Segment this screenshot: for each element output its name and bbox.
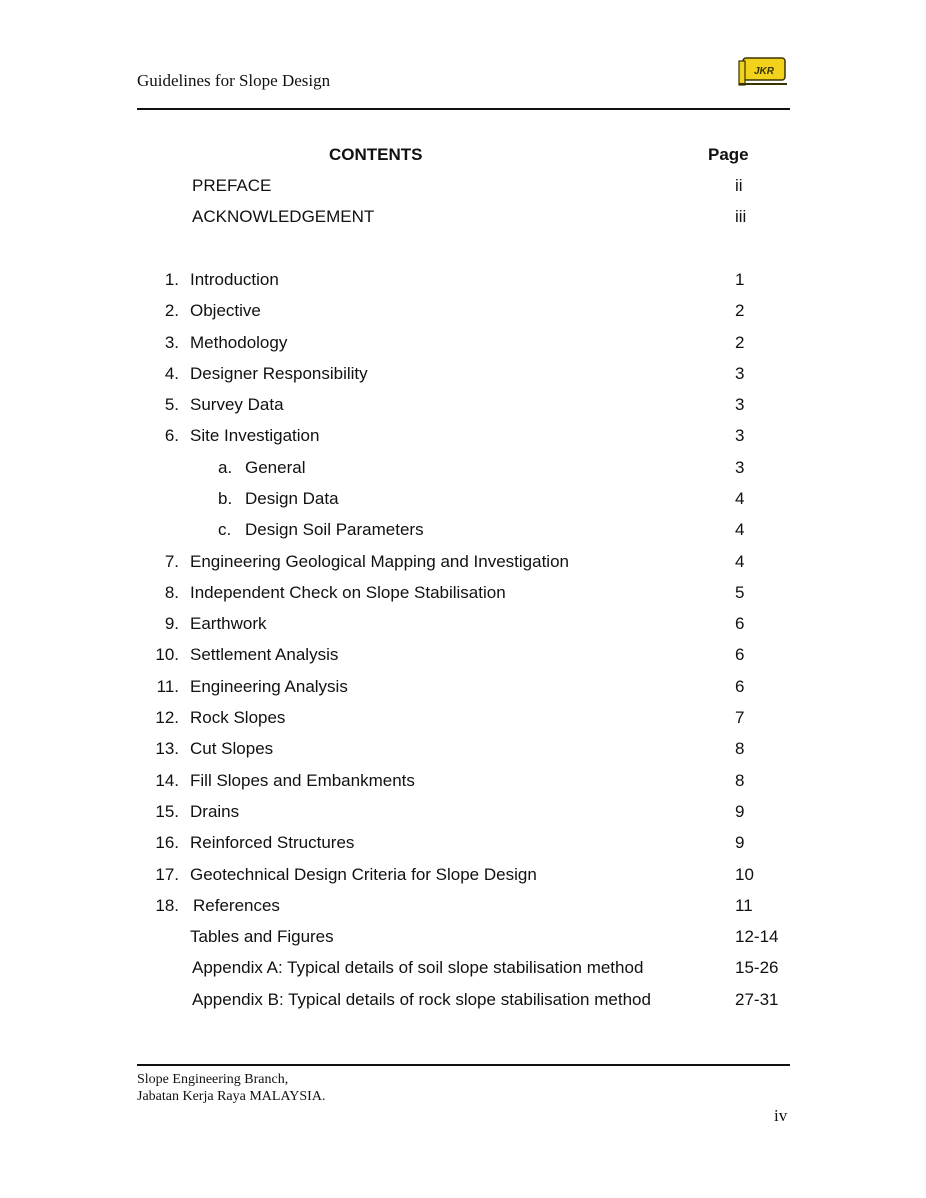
toc-entry-title: Appendix A: Typical details of soil slope stabilisation method <box>192 958 644 977</box>
page-footer <box>137 1071 325 1105</box>
toc-entry-number: 14. <box>155 771 179 790</box>
toc-entry-title: Settlement Analysis <box>190 645 339 664</box>
toc-entry-title: Geotechnical Design Criteria for Slope Design <box>190 865 537 884</box>
toc-entry-number: 15. <box>155 802 179 821</box>
footer-department: Jabatan Kerja Raya MALAYSIA. <box>137 1089 326 1104</box>
toc-entry-page: 6 <box>735 677 745 696</box>
toc-entry-title: Engineering Analysis <box>190 677 348 696</box>
toc-entry <box>0 207 926 231</box>
toc-entry-number: 9. <box>164 614 179 633</box>
toc-entry-page: 2 <box>735 333 745 352</box>
toc-entry-number: 2. <box>164 301 179 320</box>
header-rule <box>137 108 790 110</box>
toc-entry-number: 12. <box>155 708 179 727</box>
toc-entry <box>0 833 926 857</box>
page-column-heading: Page <box>708 145 749 164</box>
toc-entry-number: 18. <box>155 896 179 915</box>
footer-rule <box>137 1064 790 1066</box>
toc-subentry-letter: c. <box>218 520 232 539</box>
logo-column <box>739 61 745 85</box>
toc-entry-page: 9 <box>735 833 745 852</box>
toc-entry-title: Methodology <box>190 333 288 352</box>
page-number: iv <box>774 1106 788 1125</box>
toc-entry-number: 17. <box>155 865 179 884</box>
toc-entry-title: Site Investigation <box>190 426 320 445</box>
toc-entry <box>0 364 926 388</box>
footer-branch: Slope Engineering Branch, <box>137 1072 289 1087</box>
toc-entry <box>0 708 926 732</box>
toc-entry-title: PREFACE <box>192 176 272 195</box>
toc-subentry <box>0 520 926 544</box>
toc-entry <box>0 771 926 795</box>
toc-entry-number: 11. <box>156 677 179 696</box>
toc-entry-number: 8. <box>164 583 179 602</box>
toc-entry-number: 10. <box>155 645 179 664</box>
toc-entry-title: Cut Slopes <box>190 739 274 758</box>
toc-entry-page: 3 <box>735 458 745 477</box>
toc-entry-page: 1 <box>735 270 745 289</box>
toc-entry-number: 16. <box>155 833 179 852</box>
toc-entry-page: 4 <box>735 552 745 571</box>
toc-entry-page: ii <box>735 176 743 195</box>
contents-heading: CONTENTS <box>329 145 423 164</box>
toc-entry-page: 10 <box>735 865 754 884</box>
toc-entry-page: 6 <box>735 614 745 633</box>
toc-entry-page: 6 <box>735 645 745 664</box>
toc-entry-title: Introduction <box>190 270 279 289</box>
toc-entry-page: 3 <box>735 426 745 445</box>
toc-entry-page: 2 <box>735 301 745 320</box>
toc-subentry <box>0 458 926 482</box>
toc-entry <box>0 990 926 1014</box>
toc-entry-title: Tables and Figures <box>190 927 334 946</box>
toc-entry <box>0 552 926 576</box>
toc-entry <box>0 865 926 889</box>
toc-entry <box>0 802 926 826</box>
toc-entry-title: Rock Slopes <box>190 708 286 727</box>
toc-entry <box>0 270 926 294</box>
toc-entry <box>0 176 926 200</box>
toc-entry <box>0 677 926 701</box>
toc-entry-page: 15-26 <box>735 958 779 977</box>
toc-entry <box>0 739 926 763</box>
toc-entry-page: 27-31 <box>735 990 779 1009</box>
toc-entry-page: 4 <box>735 520 745 539</box>
toc-entry-number: 13. <box>155 739 179 758</box>
toc-subentry <box>0 489 926 513</box>
toc-entry-page: 8 <box>735 739 745 758</box>
toc-subentry-letter: a. <box>218 458 233 477</box>
logo-text: JKR <box>753 66 775 77</box>
toc-entry <box>0 426 926 450</box>
toc-entry-title: Engineering Geological Mapping and Investigation <box>190 552 569 571</box>
toc-entry-title: Fill Slopes and Embankments <box>190 771 415 790</box>
toc-subentry-letter: b. <box>218 489 233 508</box>
toc-entry <box>0 583 926 607</box>
toc-entry-title: Designer Responsibility <box>190 364 368 383</box>
toc-entry <box>0 333 926 357</box>
toc-entry-number: 6. <box>164 426 179 445</box>
toc-entry-title: Objective <box>190 301 261 320</box>
toc-entry-title: References <box>193 896 280 915</box>
toc-entry-title: Design Soil Parameters <box>245 520 424 539</box>
toc-entry-page: 5 <box>735 583 745 602</box>
toc-entry-page: 7 <box>735 708 745 727</box>
toc-entry-page: 3 <box>735 395 745 414</box>
toc-entry-title: Reinforced Structures <box>190 833 355 852</box>
toc-entry-page: 3 <box>735 364 745 383</box>
toc-entry-page: iii <box>735 207 747 226</box>
toc-entry <box>0 958 926 982</box>
toc-entry-page: 11 <box>735 896 753 915</box>
toc-entry <box>0 395 926 419</box>
toc-entry-number: 5. <box>164 395 179 414</box>
toc-entry-title: Drains <box>190 802 240 821</box>
toc-entry-title: Independent Check on Slope Stabilisation <box>190 583 506 602</box>
toc-entry-title: Design Data <box>245 489 339 508</box>
toc-entry-title: Appendix B: Typical details of rock slope stabilisation method <box>192 990 651 1009</box>
toc-entry-number: 1. <box>164 270 179 289</box>
toc-entry-page: 8 <box>735 771 745 790</box>
toc-entry <box>0 614 926 638</box>
toc-entry-title: General <box>245 458 306 477</box>
toc-entry <box>0 301 926 325</box>
toc-entry-title: Survey Data <box>190 395 284 414</box>
toc-entry <box>0 645 926 669</box>
toc-entry-number: 7. <box>164 552 179 571</box>
toc-entry-page: 4 <box>735 489 745 508</box>
toc-entry-page: 9 <box>735 802 745 821</box>
toc-entry <box>0 896 926 920</box>
toc-entry-page: 12-14 <box>735 927 779 946</box>
jkr-logo-icon <box>738 54 788 88</box>
document-title: Guidelines for Slope Design <box>137 71 331 90</box>
toc-entry-title: ACKNOWLEDGEMENT <box>192 207 375 226</box>
toc-entry-number: 4. <box>164 364 179 383</box>
toc-entry <box>0 927 926 951</box>
toc-entry-number: 3. <box>164 333 179 352</box>
toc-entry-title: Earthwork <box>190 614 267 633</box>
